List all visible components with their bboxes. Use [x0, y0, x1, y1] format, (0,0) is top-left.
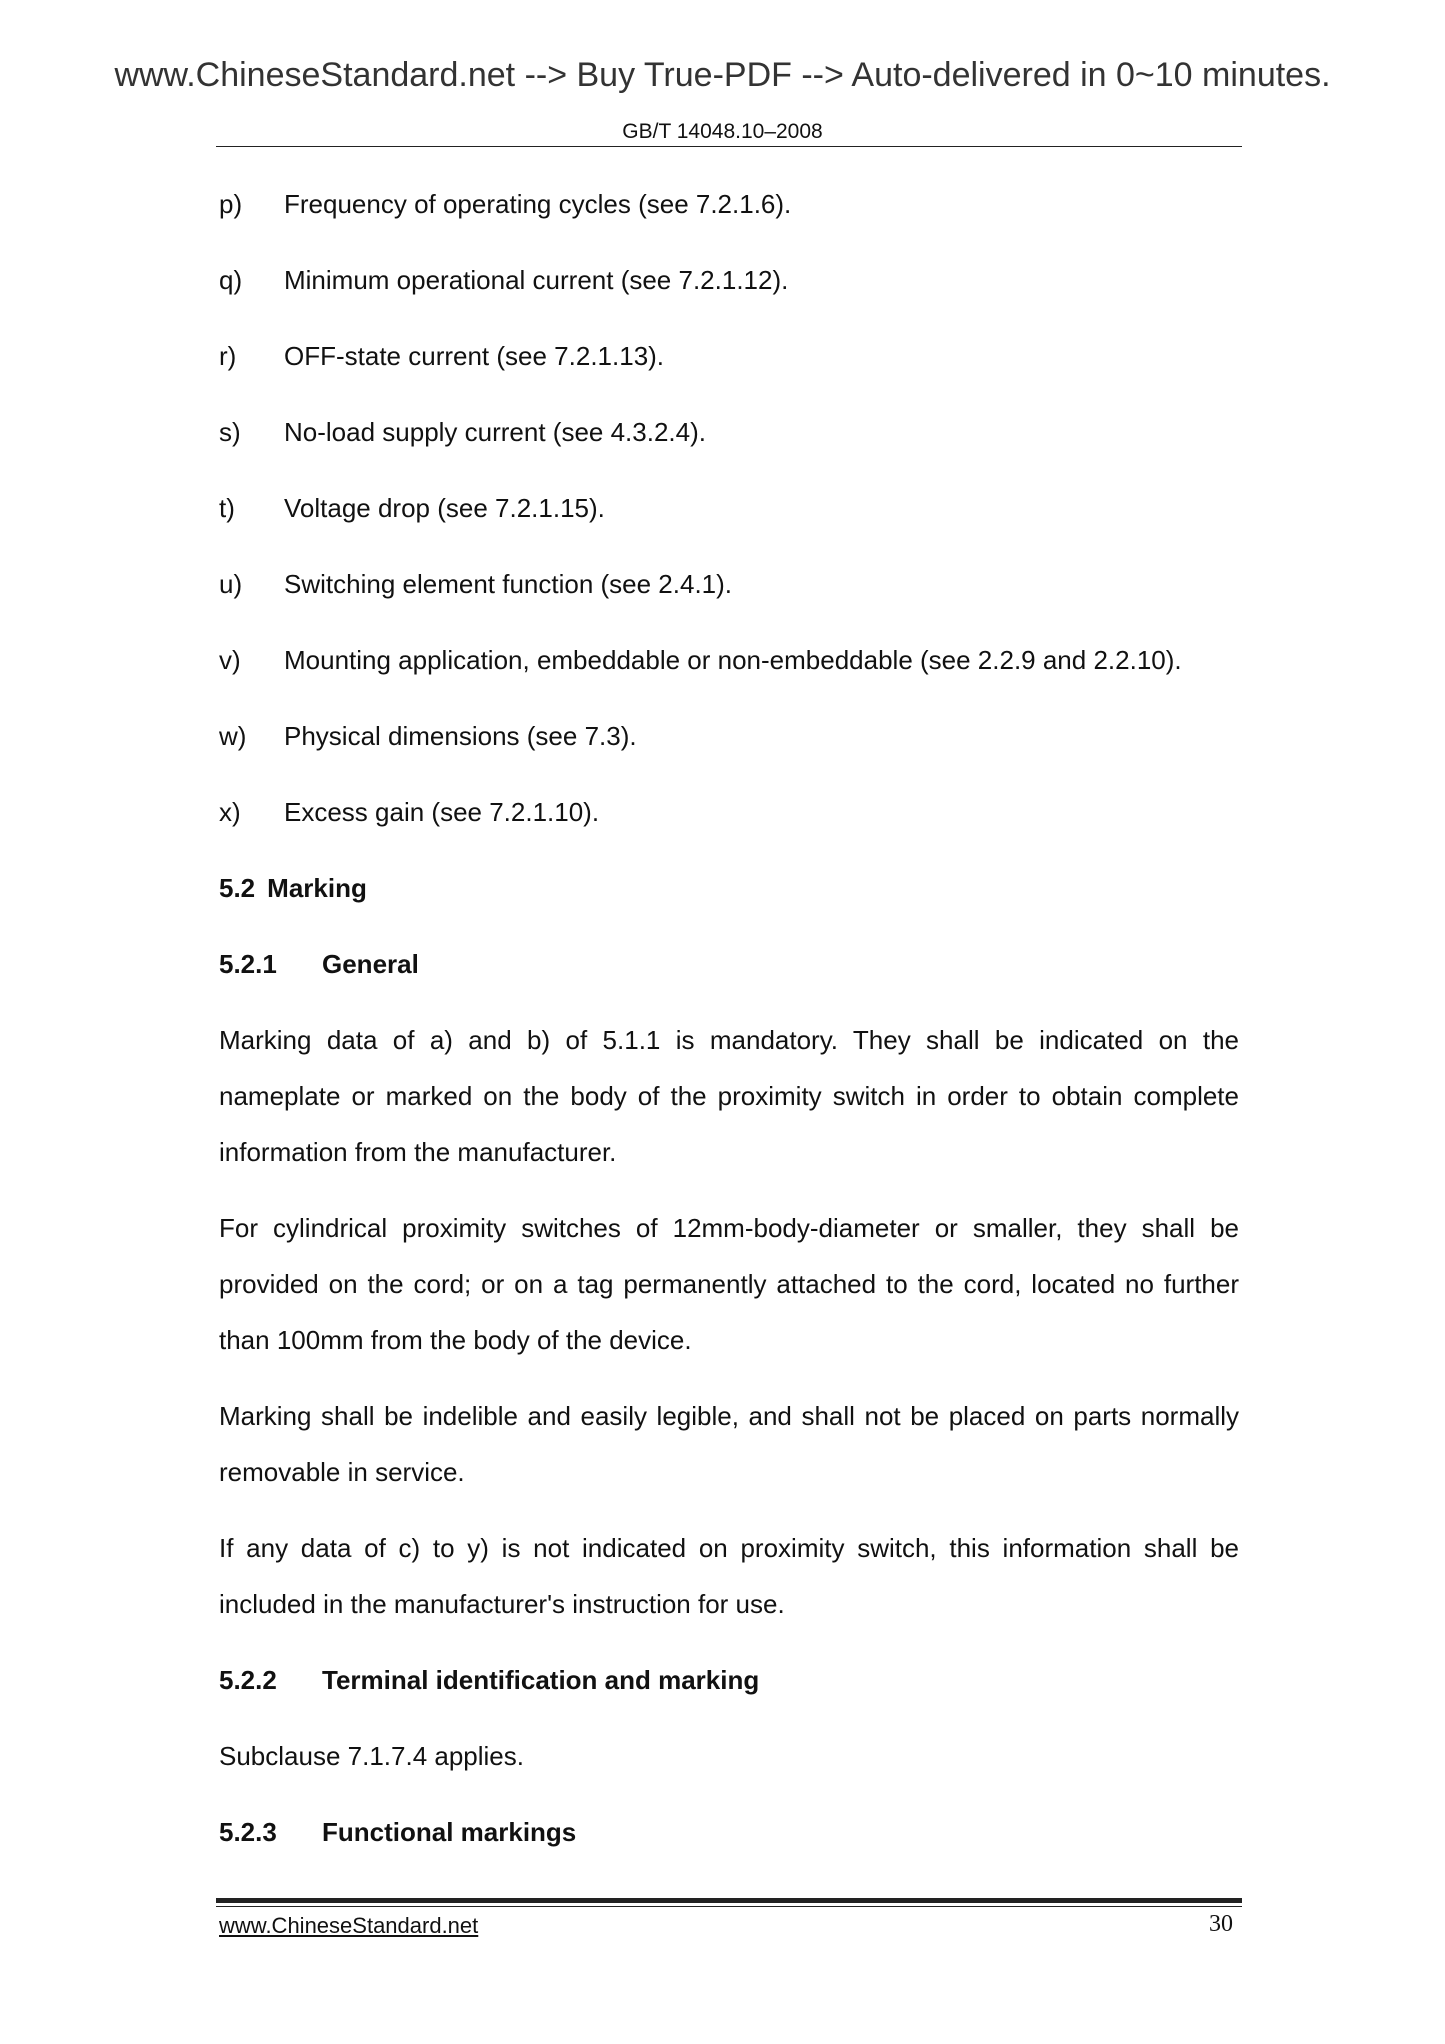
list-marker: q)	[219, 265, 243, 295]
list-marker: w)	[219, 721, 247, 751]
section-title: Terminal identification and marking	[322, 1665, 760, 1695]
list-marker: u)	[219, 569, 243, 599]
site-banner: www.ChineseStandard.net --> Buy True-PDF --> Auto-delivered in 0~10 minutes.	[114, 56, 1331, 94]
list-marker: p)	[219, 189, 243, 219]
list-text: Minimum operational current (see 7.2.1.12).	[284, 265, 789, 295]
list-marker: r)	[219, 341, 237, 371]
page-number: 30	[1209, 1911, 1233, 1937]
section-number: 5.2.2	[219, 1665, 277, 1695]
list-text: Physical dimensions (see 7.3).	[284, 721, 637, 751]
footer-rule	[216, 1898, 1242, 1903]
section-number: 5.2.3	[219, 1817, 277, 1847]
list-item-s	[219, 404, 1239, 480]
paragraph: Marking data of a) and b) of 5.1.1 is mandatory. They shall be indicated on the nameplate or marked on the body of the proximity switch in order to obtain complete information from the manufacturer.	[219, 1025, 1239, 1167]
list-text: No-load supply current (see 4.3.2.4).	[284, 417, 706, 447]
list-text: Switching element function (see 2.4.1).	[284, 569, 733, 599]
list-item-w	[219, 708, 1239, 784]
list-text: OFF-state current (see 7.2.1.13).	[284, 341, 665, 371]
paragraph: Marking shall be indelible and easily legible, and shall not be placed on parts normally removable in service.	[219, 1401, 1239, 1487]
document-code: GB/T 14048.10–2008	[622, 120, 823, 143]
page-content	[219, 176, 1239, 1880]
list-text: Mounting application, embeddable or non-embeddable (see 2.2.9 and 2.2.10).	[284, 645, 1182, 675]
footer-link[interactable]: www.ChineseStandard.net	[219, 1913, 479, 1938]
section-title: General	[322, 949, 419, 979]
footer-rule	[216, 1906, 1242, 1907]
paragraph: For cylindrical proximity switches of 12mm-body-diameter or smaller, they shall be provided on the cord; or on a tag permanently attached to the cord, located no further than 100mm from the body of the device.	[219, 1213, 1239, 1355]
paragraph: If any data of c) to y) is not indicated on proximity switch, this information shall be included in the manufacturer's instruction for use.	[219, 1533, 1239, 1619]
list-marker: x)	[219, 797, 241, 827]
section-number: 5.2.1	[219, 949, 277, 979]
list-marker: s)	[219, 417, 241, 447]
section-heading-5-2-2	[219, 1652, 1239, 1728]
header-rule	[216, 146, 1242, 147]
list-marker: t)	[219, 493, 235, 523]
list-text: Frequency of operating cycles (see 7.2.1.6).	[284, 189, 792, 219]
list-item-p	[219, 176, 1239, 252]
paragraph: Subclause 7.1.7.4 applies.	[219, 1741, 524, 1771]
list-text: Excess gain (see 7.2.1.10).	[284, 797, 600, 827]
list-marker: v)	[219, 645, 241, 675]
section-heading-5-2-1	[219, 936, 1239, 1012]
section-title: Functional markings	[322, 1817, 577, 1847]
list-item-q	[219, 252, 1239, 328]
list-item-v	[219, 632, 1239, 708]
section-title: Marking	[267, 873, 367, 903]
list-item-r	[219, 328, 1239, 404]
section-heading-5-2	[219, 860, 1239, 936]
list-item-t	[219, 480, 1239, 556]
list-text: Voltage drop (see 7.2.1.15).	[284, 493, 605, 523]
section-heading-5-2-3	[219, 1804, 1239, 1880]
list-item-u	[219, 556, 1239, 632]
list-item-x	[219, 784, 1239, 860]
section-number: 5.2	[219, 873, 256, 903]
